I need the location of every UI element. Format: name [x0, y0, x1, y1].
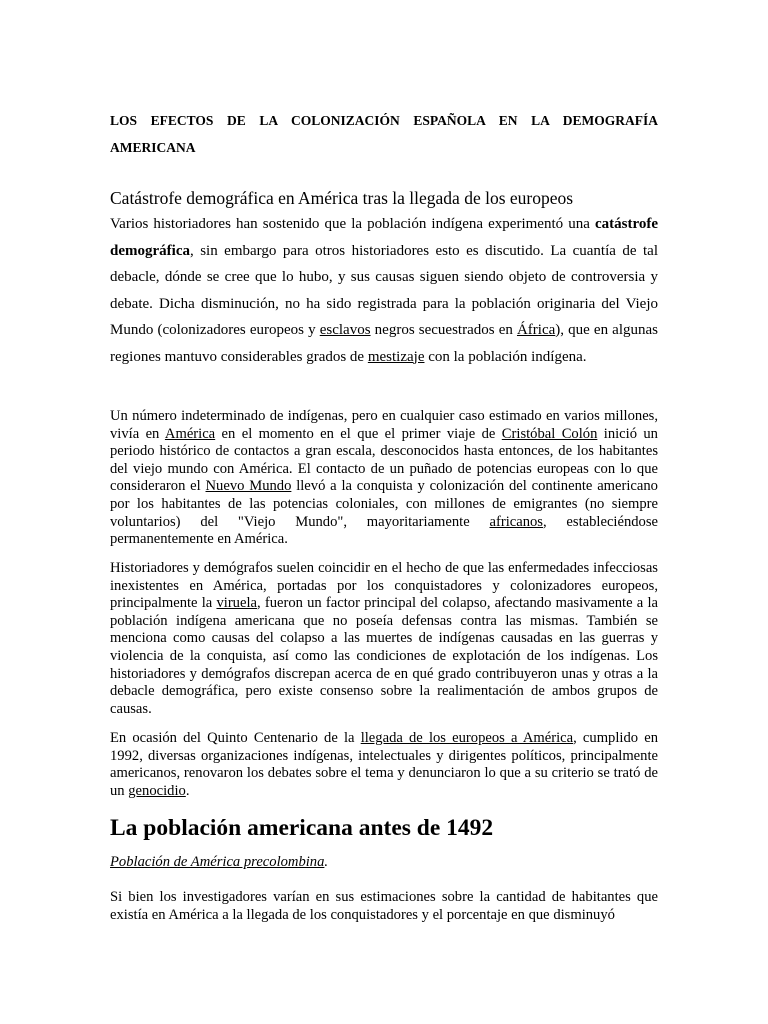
paragraph-2-text: en el momento en el que el primer viaje de: [215, 425, 502, 442]
paragraph-4-text: , cumplido en 1992, diversas organizaciones indígenas, intelectuales y dirigentes políticos, principalmente americanos, renovaron los debates sobre el tema y denunciaron lo que a su criterio se trató de un: [110, 730, 658, 799]
paragraph-2-text: , estableciéndose permanentemente en América.: [110, 513, 658, 548]
paragraph-1: [110, 211, 658, 370]
document-title: LOS EFECTOS DE LA COLONIZACIÓN ESPAÑOLA EN LA DEMOGRAFÍA AMERICANA: [110, 113, 658, 155]
link-africa[interactable]: África: [516, 322, 556, 338]
paragraph-2-text: inició un periodo histórico de contactos a gran escala, desconocidos hasta entonces, de los habitantes del viejo mundo con América. El contacto de un puñado de potencias europeas con lo que consideraron el: [110, 425, 658, 495]
paragraph-1-text: ), que en algunas regiones mantuvo considerables grados de: [110, 322, 658, 365]
link-africanos[interactable]: africanos: [489, 513, 543, 530]
paragraph-2-text: Un número indeterminado de indígenas, pero en cualquier caso estimado en varios millones, vivía en: [110, 408, 658, 442]
paragraph-1-text: negros secuestrados en: [370, 322, 517, 338]
paragraph-2: [110, 408, 658, 549]
link-genocidio[interactable]: genocidio: [128, 782, 186, 799]
link-esclavos[interactable]: esclavos: [319, 322, 371, 338]
subheading-period: .: [324, 854, 329, 870]
section-heading-poblacion: La población americana antes de 1492: [110, 815, 494, 841]
section-heading-catastrofe: Catástrofe demográfica en América tras la llegada de los europeos: [110, 188, 574, 208]
bold-term-catastrofe: catástrofe demográfica: [110, 216, 658, 259]
section-subheading: [110, 853, 670, 871]
paragraph-4: [110, 730, 658, 800]
link-cristobal-colon[interactable]: Cristóbal Colón: [501, 425, 598, 442]
link-mestizaje[interactable]: mestizaje: [367, 348, 425, 365]
paragraph-2-text: llevó a la conquista y colonización del continente americano por los habitantes de las potencias coloniales, con millones de emigrantes (no siempre voluntarios) del "Viejo Mundo", mayoritariamente: [110, 478, 658, 530]
link-llegada-europeos[interactable]: llegada de los europeos a América: [360, 730, 574, 746]
paragraph-4-text: En ocasión del Quinto Centenario de la: [110, 730, 361, 746]
link-poblacion-precolombina[interactable]: Población de América precolombina: [110, 854, 325, 870]
paragraph-3-text: Historiadores y demógrafos suelen coincidir en el hecho de que las enfermedades infecciosas inexistentes en América, portadas por los conquistadores y colonizadores europeos, principalmente la: [110, 560, 658, 612]
link-nuevo-mundo[interactable]: Nuevo Mundo: [205, 478, 292, 495]
paragraph-3-text: , fueron un factor principal del colapso, afectando masivamente a la población indígena americana que no poseía defensas contra las mismas. También se menciona como causas del colapso a las muertes de indígenas causadas en las guerras y violencia de la conquista, así como las condiciones de explotación de los indígenas. Los historiadores y demógrafos discrepan acerca de en qué grado contribuyeron unas y otras a la debacle demográfica, pero existe consenso sobre la realimentación de ambos grupos de causas.: [110, 595, 658, 717]
paragraph-1-text: , sin embargo para otros historiadores esto es discutido. La cuantía de tal debacle, dónde se cree que lo hubo, y sus causas siguen siendo objeto de controversia y debate. Dicha disminución, no ha sido registrada para la población originaria del Viejo Mundo (colonizadores europeos y: [110, 242, 658, 338]
link-viruela[interactable]: viruela: [216, 595, 257, 612]
paragraph-4-text: .: [185, 782, 190, 799]
paragraph-1-text: con la población indígena.: [424, 348, 587, 365]
link-america[interactable]: América: [164, 425, 216, 442]
paragraph-5: Si bien los investigadores varían en sus estimaciones sobre la cantidad de habitantes que existía en América a la llegada de los conquistadores y el porcentaje en que disminuyó: [110, 889, 658, 923]
paragraph-1-text: Varios historiadores han sostenido que la población indígena experimentó una: [110, 216, 595, 232]
paragraph-3: [110, 560, 658, 718]
